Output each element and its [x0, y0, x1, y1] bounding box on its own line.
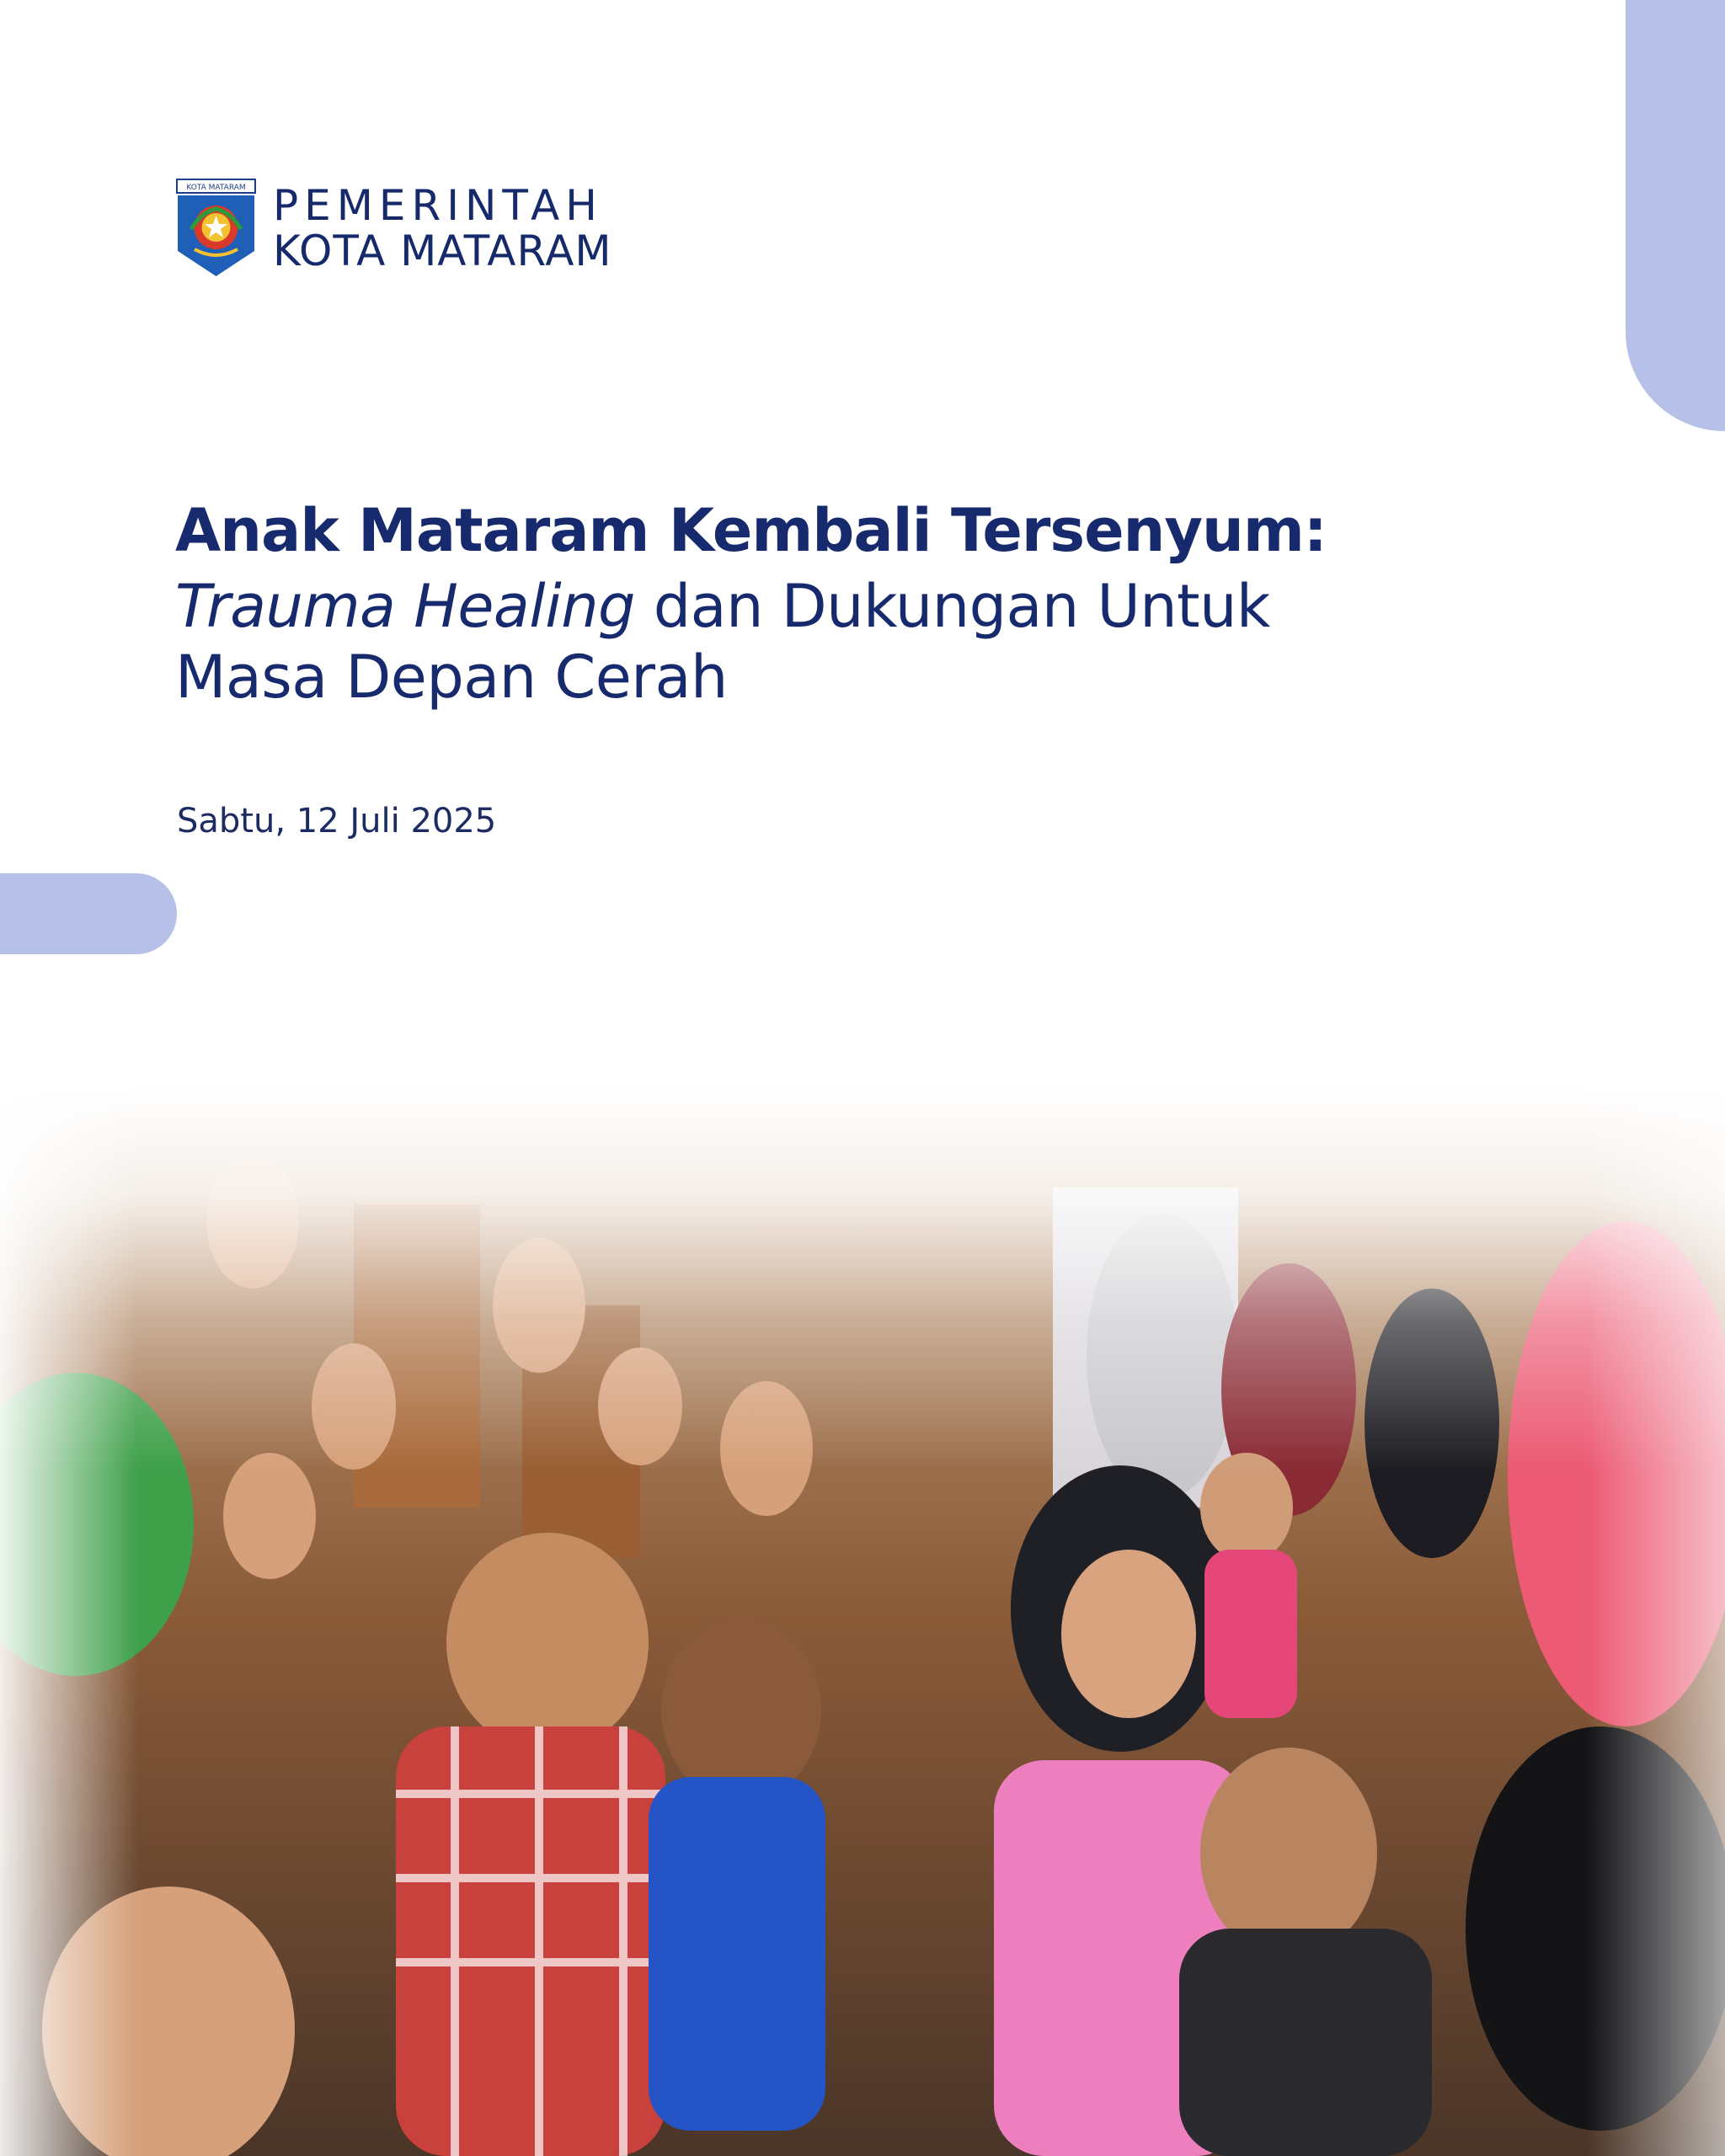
org-name-line2: KOTA MATARAM [273, 227, 612, 275]
city-emblem-icon [176, 179, 256, 278]
logo-block [176, 179, 612, 278]
subtitle-italic: Trauma Healing [175, 572, 635, 641]
children-group-photo [0, 1086, 1725, 2156]
org-name-line1: PEMERINTAH [273, 181, 603, 230]
subtitle-line2: Masa Depan Cerah [175, 643, 728, 712]
publication-date: Sabtu, 12 Juli 2025 [177, 802, 497, 841]
page-title: Anak Mataram Kembali Tersenyum: [175, 496, 1327, 565]
subtitle-rest: dan Dukungan Untuk [635, 572, 1270, 641]
title-block [175, 495, 1489, 712]
svg-text:KOTA MATARAM: KOTA MATARAM [186, 184, 246, 192]
side-pill-decoration [0, 873, 177, 954]
corner-decoration [1626, 0, 1725, 431]
photo-illustration [0, 1086, 1725, 2156]
page-subtitle [175, 571, 1489, 712]
